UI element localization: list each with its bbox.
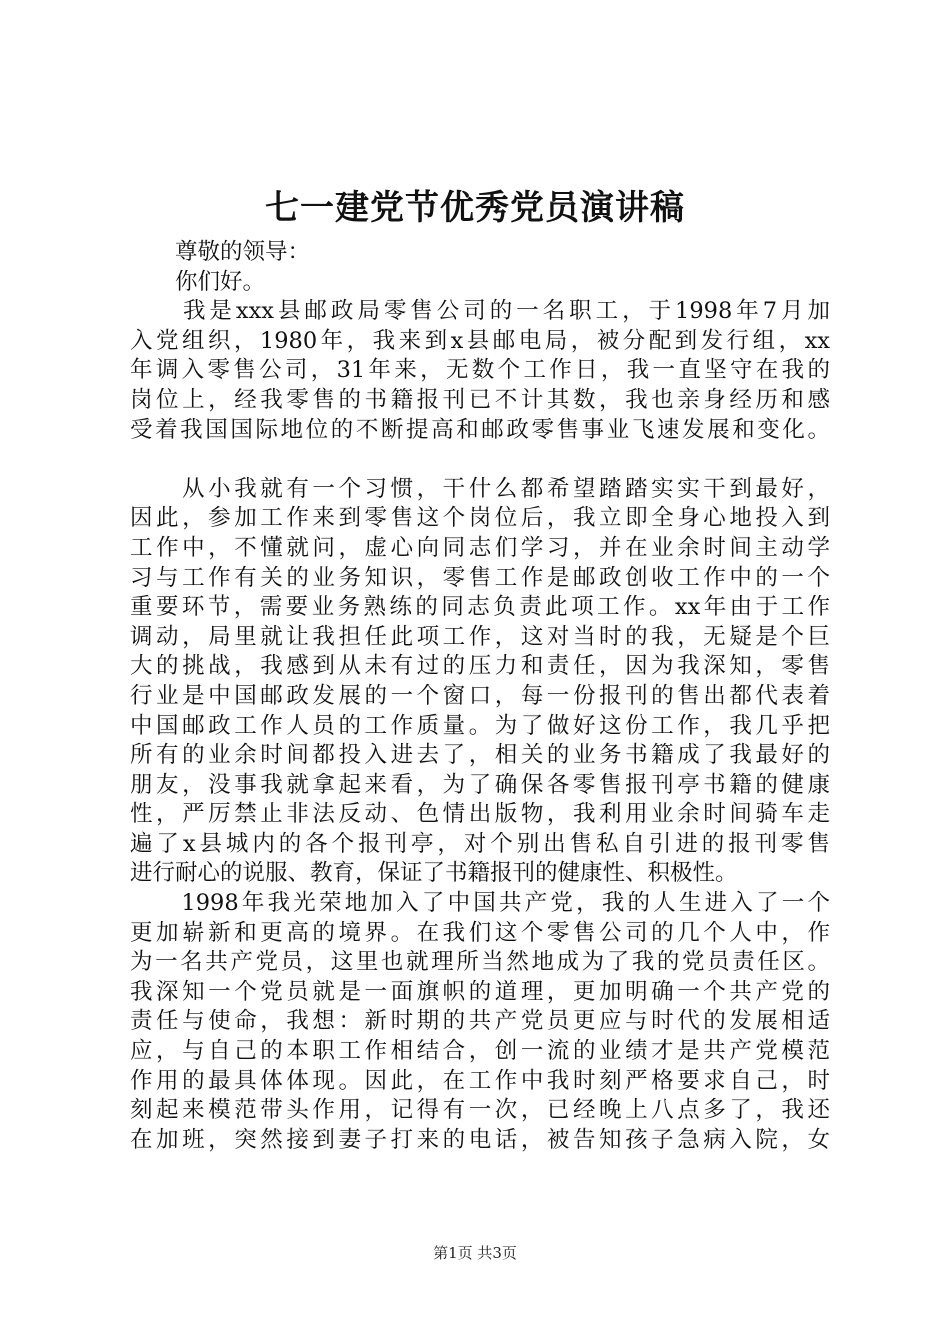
document-body: [130, 238, 830, 1155]
body-line: [130, 445, 830, 475]
body-line: 在加班，突然接到妻子打来的电话，被告知孩子急病入院，女: [130, 1126, 830, 1153]
body-line: 刻起来模范带头作用，记得有一次，已经晚上八点多了，我还: [130, 1097, 830, 1124]
body-line: 大的挑战，我感到从未有过的压力和责任，因为我深知，零售: [130, 653, 830, 680]
document-title: 七一建党节优秀党员演讲稿: [265, 188, 685, 228]
page-footer: 第1页 共3页: [433, 1244, 517, 1262]
body-line: 我是xxx县邮政局零售公司的一名职工，于1998年7月加: [130, 298, 830, 325]
body-line: 重要环节，需要业务熟练的同志负责此项工作。xx年由于工作: [130, 594, 830, 621]
body-line: 岗位上，经我零售的书籍报刊已不计其数，我也亲身经历和感: [130, 386, 830, 413]
body-line: 进行耐心的说服、教育，保证了书籍报刊的健康性、积极性。: [130, 860, 738, 887]
body-line: 受着我国国际地位的不断提高和邮政零售事业飞速发展和变化。: [130, 416, 830, 443]
body-line: 应，与自己的本职工作相结合，创一流的业绩才是共产党模范: [130, 1038, 830, 1065]
body-line: 性，严厉禁止非法反动、色情出版物，我利用业余时间骑车走: [130, 801, 830, 828]
body-line: 朋友，没事我就拿起来看，为了确保各零售报刊亭书籍的健康: [130, 771, 830, 798]
body-line: 因此，参加工作来到零售这个岗位后，我立即全身心地投入到: [130, 505, 830, 532]
body-line: 我深知一个党员就是一面旗帜的道理，更加明确一个共产党的: [130, 978, 830, 1005]
body-line: 为一名共产党员，这里也就理所当然地成为了我的党员责任区。: [130, 949, 830, 976]
body-line: 习与工作有关的业务知识，零售工作是邮政创收工作中的一个: [130, 564, 830, 591]
body-line: 责任与使命，我想：新时期的共产党员更应与时代的发展相适: [130, 1008, 830, 1035]
body-line: 调动，局里就让我担任此项工作，这对当时的我，无疑是个巨: [130, 623, 830, 650]
body-line: 年调入零售公司，31年来，无数个工作日，我一直坚守在我的: [130, 357, 830, 384]
body-line: 尊敬的领导：: [130, 239, 311, 265]
body-line: 行业是中国邮政发展的一个窗口，每一份报刊的售出都代表着: [130, 682, 830, 709]
body-line: 中国邮政工作人员的工作质量。为了做好这份工作，我几乎把: [130, 712, 830, 739]
body-line: 从小我就有一个习惯，干什么都希望踏踏实实干到最好，: [130, 475, 830, 502]
body-line: 作用的最具体体现。因此，在工作中我时刻严格要求自己，时: [130, 1067, 830, 1094]
body-line: 你们好。: [130, 268, 266, 295]
body-line: 更加崭新和更高的境界。在我们这个零售公司的几个人中，作: [130, 919, 830, 946]
body-line: 工作中，不懂就问，虚心向同志们学习，并在业余时间主动学: [130, 534, 830, 561]
body-line: 1998年我光荣地加入了中国共产党，我的人生进入了一个: [130, 890, 830, 917]
body-line: 遍了x县城内的各个报刊亭，对个别出售私自引进的报刊零售: [130, 830, 830, 857]
body-line: 所有的业余时间都投入进去了，相关的业务书籍成了我最好的: [130, 742, 830, 769]
body-line: 入党组织，1980年，我来到x县邮电局，被分配到发行组，xx: [130, 327, 830, 354]
